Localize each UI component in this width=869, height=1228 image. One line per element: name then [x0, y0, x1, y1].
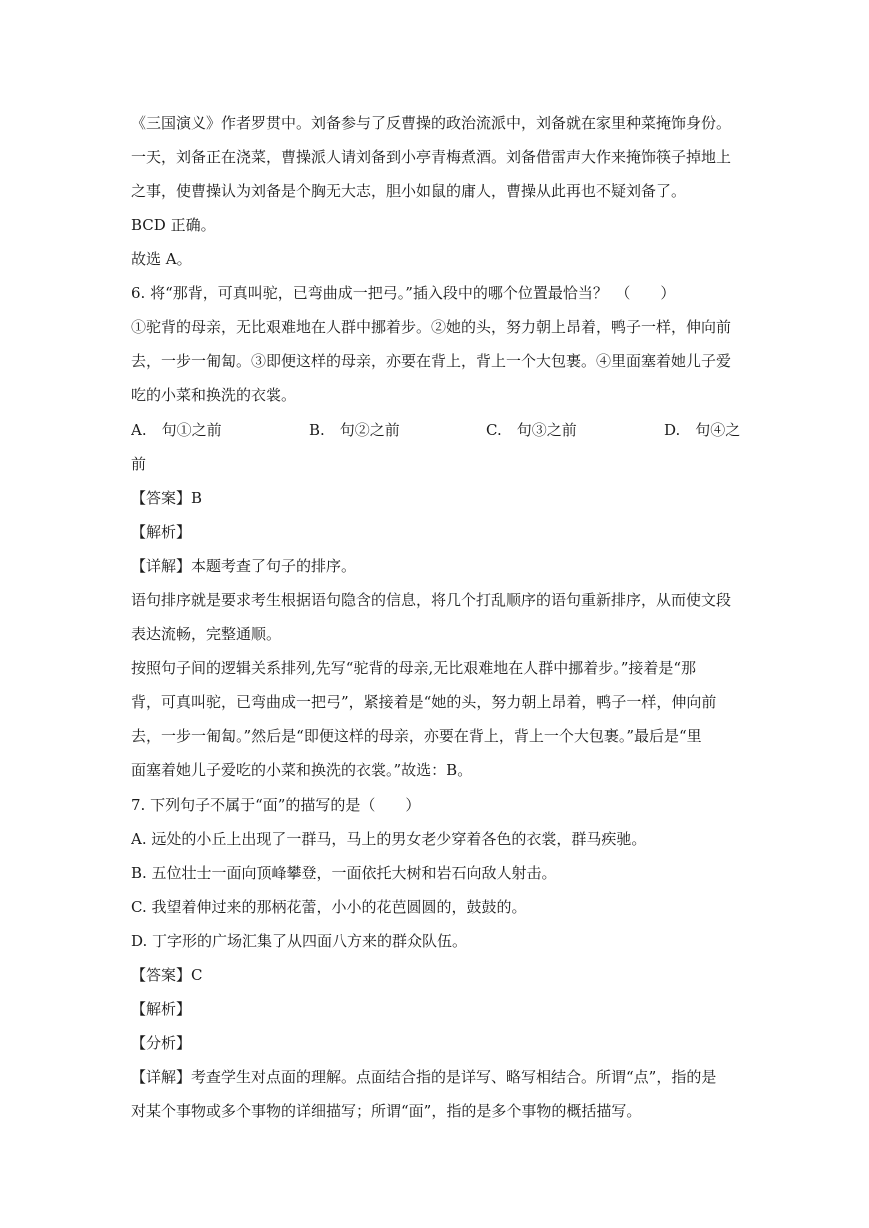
text-line: 背，可真叫驼，已弯曲成一把弓”，紧接着是“她的头，努力朝上昂着，鸭子一样，伸向前	[131, 693, 717, 711]
detail-label: 【详解】考查学生对点面的理解。点面结合指的是详写、略写相结合。所谓“点”，指的是	[131, 1068, 717, 1086]
option-d: D. 丁字形的广场汇集了从四面八方来的群众队伍。	[131, 932, 468, 950]
analysis-label: 【解析】	[131, 523, 192, 541]
analysis-label: 【分析】	[131, 1034, 192, 1052]
text-line: 故选 A。	[131, 250, 192, 268]
option-b: B. 句②之前	[309, 421, 400, 439]
analysis-label: 【解析】	[131, 1000, 192, 1018]
option-d: D. 句④之	[664, 421, 741, 439]
text-line: 表达流畅，完整通顺。	[131, 625, 282, 643]
question-7-stem: 7. 下列句子不属于“面”的描写的是（ ）	[131, 796, 421, 814]
answer-label: 【答案】C	[131, 966, 203, 984]
text-line: 面塞着她儿子爱吃的小菜和换洗的衣裳。”故选：B。	[131, 761, 473, 779]
question-6-stem: 6. 将“那背，可真叫驼，已弯曲成一把弓。”插入段中的哪个位置最恰当？ （ ）	[131, 284, 676, 302]
text-line: 前	[131, 455, 147, 473]
option-a: A. 句①之前	[131, 421, 222, 439]
text-line: 之事，使曹操认为刘备是个胸无大志，胆小如鼠的庸人，曹操从此再也不疑刘备了。	[131, 182, 687, 200]
text-line: 一天，刘备正在浇菜，曹操派人请刘备到小亭青梅煮酒。刘备借雷声大作来掩饰筷子掉地上	[131, 148, 732, 166]
answer-label: 【答案】B	[131, 489, 203, 507]
option-c: C. 我望着伸过来的那柄花蕾，小小的花芭圆圆的，鼓鼓的。	[131, 898, 527, 916]
option-b: B. 五位壮士一面向顶峰攀登，一面依托大树和岩石向敌人射击。	[131, 864, 557, 882]
question-6-options	[131, 420, 751, 440]
option-c: C. 句③之前	[486, 421, 577, 439]
text-line: 语句排序就是要求考生根据语句隐含的信息，将几个打乱顺序的语句重新排序，从而使文段	[131, 591, 732, 609]
option-a: A. 远处的小丘上出现了一群马，马上的男女老少穿着各色的衣裳，群马疾驰。	[131, 830, 647, 848]
detail-label: 【详解】本题考查了句子的排序。	[131, 557, 357, 575]
text-line: 对某个事物或多个事物的详细描写；所谓“面”，指的是多个事物的概括描写。	[131, 1102, 642, 1120]
text-line: 《三国演义》作者罗贯中。刘备参与了反曹操的政治流派中，刘备就在家里种菜掩饰身份。	[131, 114, 732, 132]
text-line: 去，一步一匍匐。”然后是“即便这样的母亲，亦要在背上，背上一个大包裹。”最后是“里	[131, 727, 702, 745]
text-line: 吃的小菜和换洗的衣裳。	[131, 386, 297, 404]
text-line: BCD 正确。	[131, 216, 216, 234]
text-line: ①驼背的母亲，无比艰难地在人群中挪着步。②她的头，努力朝上昂着，鸭子一样，伸向前	[131, 318, 732, 336]
text-line: 去，一步一匍匐。③即便这样的母亲，亦要在背上，背上一个大包裹。④里面塞着她儿子爱	[131, 352, 732, 370]
text-line: 按照句子间的逻辑关系排列,先写“驼背的母亲,无比艰难地在人群中挪着步。”接着是“那	[131, 659, 697, 677]
